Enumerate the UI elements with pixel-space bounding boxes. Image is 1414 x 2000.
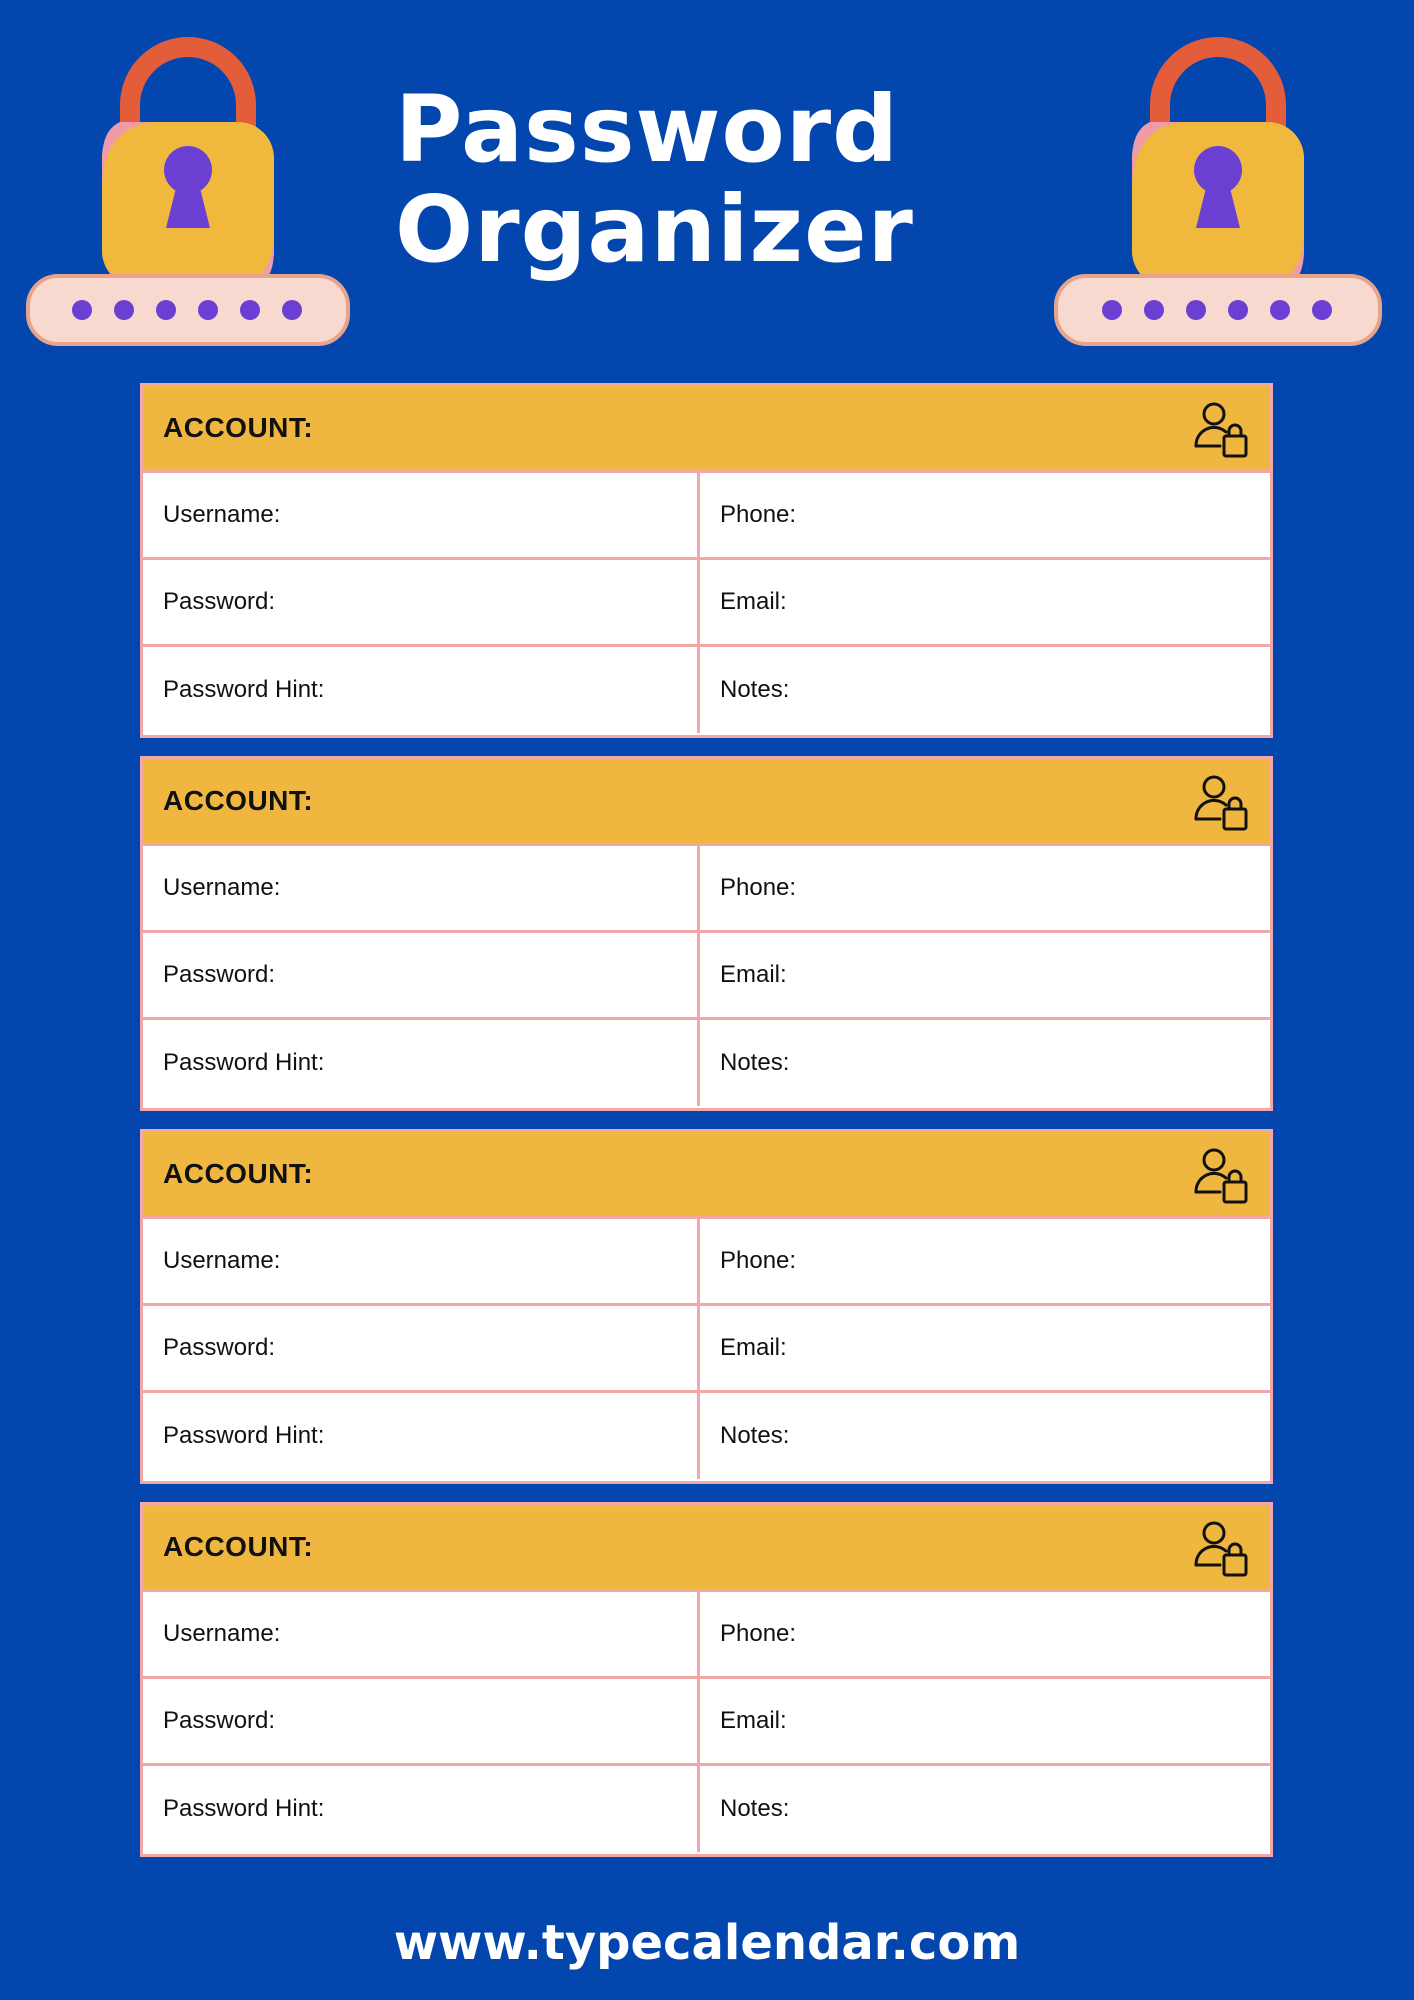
password-field[interactable] [143,933,700,1017]
account-card [140,756,1273,1111]
user-lock-icon [1190,1146,1250,1206]
user-lock-icon [1190,1519,1250,1579]
account-row [143,1393,1270,1479]
username-field[interactable] [143,1592,700,1676]
email-field[interactable] [700,933,1270,1017]
account-card [140,1502,1273,1857]
notes-field[interactable] [700,1393,1270,1479]
phone-label: Phone: [720,501,797,528]
account-title: ACCOUNT: [163,1158,314,1189]
account-card-header [143,386,1270,473]
notes-field[interactable] [700,1020,1270,1106]
username-label: Username: [163,1620,281,1647]
password-hint-field[interactable] [143,1766,700,1852]
notes-label: Notes: [720,1422,790,1449]
username-field[interactable] [143,846,700,930]
account-list [140,383,1273,1875]
username-label: Username: [163,501,281,528]
password-hint-field[interactable] [143,1393,700,1479]
account-row [143,933,1270,1020]
password-hint-label: Password Hint: [163,676,325,703]
notes-label: Notes: [720,676,790,703]
password-label: Password: [163,1334,276,1361]
account-row [143,1306,1270,1393]
title-line-2: Organizer [395,176,914,283]
password-hint-label: Password Hint: [163,1049,325,1076]
password-hint-field[interactable] [143,1020,700,1106]
email-label: Email: [720,1334,787,1361]
account-title: ACCOUNT: [163,1531,314,1562]
username-field[interactable] [143,473,700,557]
account-row [143,1219,1270,1306]
account-row [143,560,1270,647]
email-label: Email: [720,961,787,988]
phone-label: Phone: [720,874,797,901]
phone-label: Phone: [720,1620,797,1647]
phone-field[interactable] [700,1219,1270,1303]
password-hint-label: Password Hint: [163,1422,325,1449]
password-field[interactable] [143,1306,700,1390]
title-line-1: Password [395,76,899,183]
account-row [143,647,1270,733]
phone-field[interactable] [700,1592,1270,1676]
password-hint-field[interactable] [143,647,700,733]
user-lock-icon [1190,773,1250,833]
password-hint-label: Password Hint: [163,1795,325,1822]
phone-field[interactable] [700,473,1270,557]
account-row [143,846,1270,933]
password-field[interactable] [143,1679,700,1763]
account-card-header [143,759,1270,846]
account-row [143,1020,1270,1106]
password-label: Password: [163,588,276,615]
email-label: Email: [720,1707,787,1734]
account-row [143,1679,1270,1766]
username-field[interactable] [143,1219,700,1303]
password-label: Password: [163,1707,276,1734]
email-label: Email: [720,588,787,615]
notes-label: Notes: [720,1049,790,1076]
footer-url: www.typecalendar.com [393,1915,1021,1971]
account-card [140,1129,1273,1484]
email-field[interactable] [700,1679,1270,1763]
account-row [143,473,1270,560]
password-field[interactable] [143,560,700,644]
username-label: Username: [163,874,281,901]
username-label: Username: [163,1247,281,1274]
account-card-header [143,1505,1270,1592]
account-card-header [143,1132,1270,1219]
phone-label: Phone: [720,1247,797,1274]
password-label: Password: [163,961,276,988]
user-lock-icon [1190,400,1250,460]
account-row [143,1766,1270,1852]
padlock-icon [20,30,350,350]
account-title: ACCOUNT: [163,412,314,443]
account-card [140,383,1273,738]
account-row [143,1592,1270,1679]
padlock-icon [1050,30,1390,350]
notes-field[interactable] [700,647,1270,733]
page-title [395,76,995,283]
email-field[interactable] [700,1306,1270,1390]
phone-field[interactable] [700,846,1270,930]
notes-field[interactable] [700,1766,1270,1852]
notes-label: Notes: [720,1795,790,1822]
email-field[interactable] [700,560,1270,644]
account-title: ACCOUNT: [163,785,314,816]
